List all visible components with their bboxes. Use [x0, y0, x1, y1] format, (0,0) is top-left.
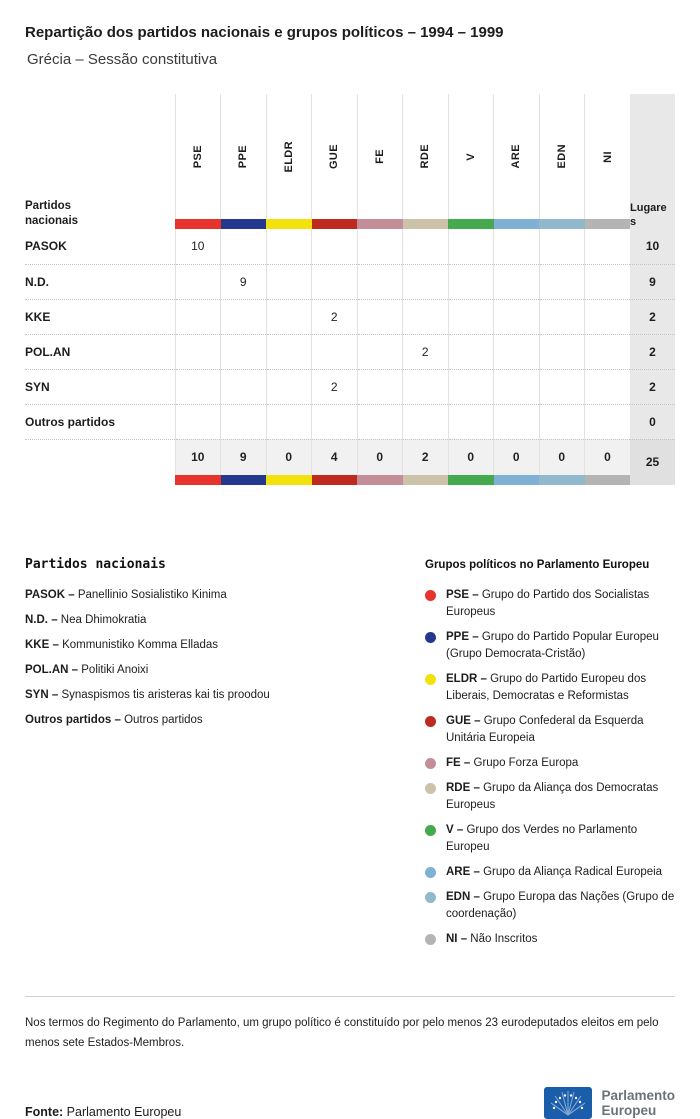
value-cell: [221, 299, 267, 334]
value-cell: [448, 369, 494, 404]
seats-cell: 0: [630, 404, 675, 439]
value-cell: [448, 404, 494, 439]
legend: [25, 557, 675, 956]
value-cell: [403, 299, 449, 334]
color-bar: [175, 475, 221, 485]
value-cell: [221, 404, 267, 439]
seats-cell: 2: [630, 299, 675, 334]
european-parliament-logo: [544, 1087, 675, 1119]
value-cell: [266, 334, 312, 369]
value-cell: [312, 229, 358, 264]
color-bar: [403, 475, 449, 485]
color-bar: [494, 475, 540, 485]
color-bar: [312, 219, 358, 229]
value-cell: [448, 299, 494, 334]
legend-group-item: ELDR – Grupo do Partido Europeu dos Liberais, Democratas e Reformistas: [425, 671, 675, 705]
party-name: Outros partidos: [25, 404, 175, 439]
seats-header-cell: [630, 94, 675, 229]
value-cell: [448, 229, 494, 264]
total-cell: 0: [585, 439, 631, 475]
european-parliament-logo-icon: [544, 1087, 592, 1119]
value-cell: [494, 229, 540, 264]
divider: [25, 996, 675, 997]
group-color-dot: [425, 934, 436, 945]
legend-party-item: SYN – Synaspismos tis aristeras kai tis proodou: [25, 689, 270, 701]
legend-parties: [25, 557, 425, 956]
group-color-dot: [425, 590, 436, 601]
legend-party-item: POL.AN – Politiki Anoixi: [25, 664, 149, 676]
value-cell: [266, 229, 312, 264]
total-cell: 2: [403, 439, 449, 475]
european-parliament-logo-text: Parlamento Europeu: [601, 1088, 675, 1118]
value-cell: [539, 299, 585, 334]
value-cell: [448, 334, 494, 369]
value-cell: [539, 264, 585, 299]
color-bar: [539, 219, 585, 229]
source-label: Fonte:: [25, 1105, 64, 1119]
value-cell: [266, 264, 312, 299]
color-bar: [312, 475, 358, 485]
legend-group-item: PSE – Grupo do Partido dos Socialistas Europeus: [425, 587, 675, 621]
value-cell: [494, 299, 540, 334]
group-header-row: [25, 94, 675, 219]
value-cell: [539, 229, 585, 264]
party-name: SYN: [25, 369, 175, 404]
value-cell: [357, 334, 403, 369]
value-cell: [357, 369, 403, 404]
party-name: N.D.: [25, 264, 175, 299]
source: [25, 1105, 181, 1119]
legend-groups: [425, 557, 675, 956]
total-cell: 0: [448, 439, 494, 475]
total-seats-cell: 25: [630, 439, 675, 485]
value-cell: [175, 404, 221, 439]
group-color-dot: [425, 783, 436, 794]
value-cell: [403, 229, 449, 264]
footer: [25, 1087, 675, 1119]
value-cell: [585, 334, 631, 369]
value-cell: 2: [312, 299, 358, 334]
corner-cell: [25, 94, 175, 229]
value-cell: [266, 299, 312, 334]
group-color-dot: [425, 867, 436, 878]
color-bar: [221, 219, 267, 229]
seats-cell: 2: [630, 334, 675, 369]
group-color-dot: [425, 892, 436, 903]
value-cell: 2: [403, 334, 449, 369]
total-cell: 0: [494, 439, 540, 475]
table-row: [25, 229, 675, 264]
legend-group-item: PPE – Grupo do Partido Popular Europeu (Grupo Democrata-Cristão): [425, 629, 675, 663]
legend-group-item: RDE – Grupo da Aliança dos Democratas Europeus: [425, 780, 675, 814]
value-cell: [585, 229, 631, 264]
color-bar: [448, 475, 494, 485]
group-header-gue: GUE: [312, 94, 358, 219]
color-bar: [175, 219, 221, 229]
value-cell: [175, 369, 221, 404]
value-cell: [312, 334, 358, 369]
value-cell: [221, 369, 267, 404]
color-bar: [403, 219, 449, 229]
value-cell: [539, 404, 585, 439]
legend-party-item: KKE – Kommunistiko Komma Elladas: [25, 639, 219, 651]
seats-cell: 2: [630, 369, 675, 404]
color-bar: [585, 475, 631, 485]
value-cell: [585, 299, 631, 334]
page-subtitle: Grécia – Sessão constitutiva: [27, 51, 218, 68]
value-cell: [312, 264, 358, 299]
table-row: [25, 369, 675, 404]
color-bar: [357, 219, 403, 229]
color-bar: [266, 219, 312, 229]
color-bar: [266, 475, 312, 485]
value-cell: [403, 404, 449, 439]
value-cell: [494, 334, 540, 369]
color-bar: [448, 219, 494, 229]
value-cell: [175, 264, 221, 299]
legend-group-item: FE – Grupo Forza Europa: [425, 755, 675, 772]
value-cell: [357, 299, 403, 334]
legend-group-item: ARE – Grupo da Aliança Radical Europeia: [425, 864, 675, 881]
group-header-rde: RDE: [403, 94, 449, 219]
value-cell: [266, 404, 312, 439]
value-cell: 10: [175, 229, 221, 264]
value-cell: [494, 264, 540, 299]
legend-group-item: V – Grupo dos Verdes no Parlamento Europeu: [425, 822, 675, 856]
value-cell: [585, 369, 631, 404]
seats-table: [25, 94, 675, 485]
table-row: [25, 264, 675, 299]
party-name: POL.AN: [25, 334, 175, 369]
legend-group-item: EDN – Grupo Europa das Nações (Grupo de coordenação): [425, 889, 675, 923]
value-cell: [221, 334, 267, 369]
legend-groups-title: Grupos políticos no Parlamento Europeu: [425, 559, 650, 571]
value-cell: [403, 264, 449, 299]
value-cell: [175, 299, 221, 334]
group-header-eldr: ELDR: [266, 94, 312, 219]
seats-label: Lugares: [630, 202, 667, 228]
value-cell: [357, 229, 403, 264]
value-cell: 2: [312, 369, 358, 404]
group-color-dot: [425, 758, 436, 769]
value-cell: [448, 264, 494, 299]
page-title: Repartição dos partidos nacionais e grupos políticos – 1994 – 1999: [25, 24, 504, 41]
value-cell: 9: [221, 264, 267, 299]
value-cell: [403, 369, 449, 404]
group-header-pse: PSE: [175, 94, 221, 219]
legend-party-item: PASOK – Panellinio Sosialistiko Kinima: [25, 589, 227, 601]
group-header-fe: FE: [357, 94, 403, 219]
color-bar: [585, 219, 631, 229]
total-cell: 10: [175, 439, 221, 475]
value-cell: [585, 264, 631, 299]
group-header-ppe: PPE: [221, 94, 267, 219]
total-cell: 9: [221, 439, 267, 475]
color-bar: [494, 219, 540, 229]
table-row: [25, 299, 675, 334]
group-color-dot: [425, 674, 436, 685]
value-cell: [357, 404, 403, 439]
value-cell: [494, 369, 540, 404]
total-cell: 0: [539, 439, 585, 475]
value-cell: [221, 229, 267, 264]
color-bar: [221, 475, 267, 485]
totals-row: [25, 439, 675, 475]
party-name: PASOK: [25, 229, 175, 264]
group-header-edn: EDN: [539, 94, 585, 219]
value-cell: [312, 404, 358, 439]
table-row: [25, 334, 675, 369]
footnote: Nos termos do Regimento do Parlamento, um grupo político é constituído por pelo menos 23 eurodeputados eleitos em pelo menos sete Estados-Membros.: [25, 1017, 659, 1049]
legend-parties-title: Partidos nacionais: [25, 557, 166, 572]
value-cell: [494, 404, 540, 439]
total-cell: 0: [266, 439, 312, 475]
group-color-dot: [425, 716, 436, 727]
group-header-v: V: [448, 94, 494, 219]
color-bar: [357, 475, 403, 485]
value-cell: [175, 334, 221, 369]
seats-cell: 10: [630, 229, 675, 264]
value-cell: [539, 334, 585, 369]
source-value: Parlamento Europeu: [66, 1105, 182, 1119]
totals-blank-cell: [25, 439, 175, 485]
total-cell: 4: [312, 439, 358, 475]
party-name: KKE: [25, 299, 175, 334]
group-header-are: ARE: [494, 94, 540, 219]
value-cell: [539, 369, 585, 404]
value-cell: [266, 369, 312, 404]
legend-group-item: NI – Não Inscritos: [425, 931, 675, 948]
group-color-dot: [425, 632, 436, 643]
value-cell: [357, 264, 403, 299]
value-cell: [585, 404, 631, 439]
group-color-dot: [425, 825, 436, 836]
legend-group-item: GUE – Grupo Confederal da Esquerda Unitária Europeia: [425, 713, 675, 747]
color-bar: [539, 475, 585, 485]
table-row: [25, 404, 675, 439]
legend-party-item: Outros partidos – Outros partidos: [25, 714, 203, 726]
seats-cell: 9: [630, 264, 675, 299]
corner-label: Partidos nacionais: [25, 200, 79, 227]
total-cell: 0: [357, 439, 403, 475]
legend-party-item: N.D. – Nea Dhimokratia: [25, 614, 147, 626]
group-header-ni: NI: [585, 94, 631, 219]
